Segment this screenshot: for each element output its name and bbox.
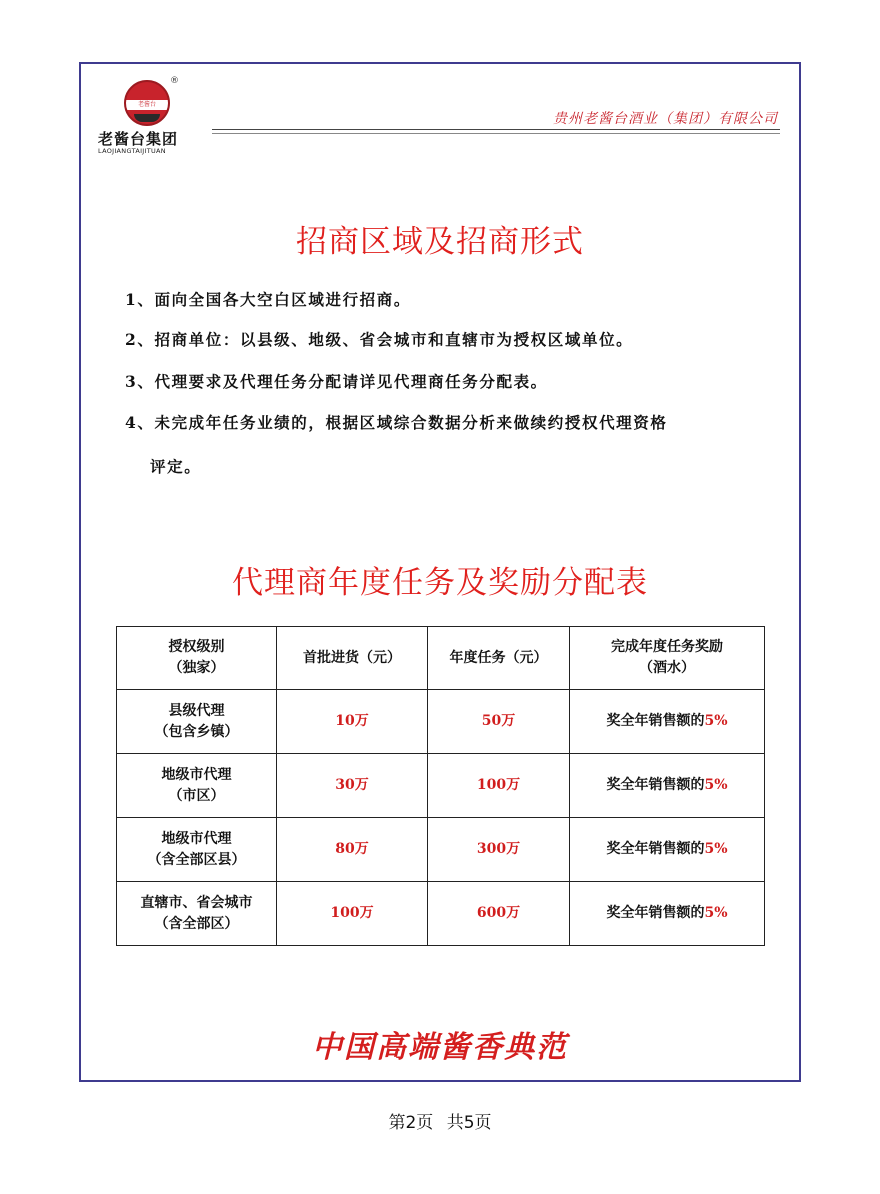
page-indicator [0,1108,880,1133]
cell-first-purchase: 10万 [277,690,428,754]
current-page: 第2页 [388,1113,434,1133]
list-item: 2、招商单位：以县级、地级、省会城市和直辖市为授权区域单位。 [125,330,634,349]
list-item: 4、未完成年任务业绩的，根据区域综合数据分析来做续约授权代理资格 [125,413,668,432]
reward-percent: 5% [704,841,728,857]
section-title-recruitment: 招商区域及招商形式 [296,224,584,260]
cell-first-purchase: 80万 [277,818,428,882]
section-title-quota-table: 代理商年度任务及奖励分配表 [232,565,648,601]
cell-reward [570,754,765,818]
cell-text: （包含乡镇） [154,723,239,740]
cell-level [117,882,277,946]
cell-first-purchase: 30万 [277,754,428,818]
table-row [117,754,765,818]
cell-text: （含全部区县） [147,851,246,868]
cell-reward [570,882,765,946]
reward-percent: 5% [704,777,728,793]
calligraphy-slogan: 中国高端酱香典范 [312,1030,568,1065]
list-item-continuation: 评定。 [150,457,202,476]
cell-annual-quota: 600万 [428,882,570,946]
cell-text: （含全部区） [154,915,239,932]
cell-text: 地级市代理 [161,830,232,847]
cell-level [117,818,277,882]
total-pages: 共5页 [446,1113,492,1133]
header-level [117,627,277,690]
cell-level [117,754,277,818]
cell-annual-quota: 50万 [428,690,570,754]
cell-text: 奖全年销售额的 [606,777,705,793]
logo-emblem [124,80,170,126]
cell-level [117,690,277,754]
table-row [117,882,765,946]
header-first-purchase [277,627,428,690]
header-text: 年度任务（元） [449,649,548,666]
header-reward [570,627,765,690]
header-annual-quota [428,627,570,690]
header-text: 首批进货（元） [303,649,401,666]
cell-text: 县级代理 [168,702,225,719]
list-item: 3、代理要求及代理任务分配请详见代理商任务分配表。 [125,372,548,391]
cell-text: 直辖市、省会城市 [140,894,253,911]
company-name: 贵州老酱台酒业（集团）有限公司 [553,111,778,127]
logo-badge-text: 老酱台 [137,101,156,108]
cell-first-purchase: 100万 [277,882,428,946]
logo-name: 老酱台集团 [98,130,179,148]
list-item: 1、面向全国各大空白区域进行招商。 [125,290,411,309]
cell-reward [570,818,765,882]
table-row [117,818,765,882]
cell-text: 奖全年销售额的 [606,905,705,921]
quota-table [116,626,765,946]
reward-percent: 5% [704,713,728,729]
header-text: 授权级别 [168,639,225,655]
header-rule-thin [212,133,780,134]
cell-text: 地级市代理 [161,766,232,783]
table-row [117,690,765,754]
table-header-row [117,627,765,690]
header-rule [212,129,780,130]
cell-text: 奖全年销售额的 [606,713,705,729]
cell-text: 奖全年销售额的 [606,841,705,857]
header-text: 完成年度任务奖励 [611,639,723,655]
registered-mark: ® [170,76,179,86]
reward-percent: 5% [704,905,728,921]
cell-reward [570,690,765,754]
cell-text: （市区） [168,787,225,804]
company-logo [96,76,216,160]
header-text: （独家） [168,660,225,676]
logo-pinyin: LAOJIANGTAIJITUAN [98,147,166,155]
cell-annual-quota: 300万 [428,818,570,882]
header-text: （酒水） [639,660,695,676]
cell-annual-quota: 100万 [428,754,570,818]
